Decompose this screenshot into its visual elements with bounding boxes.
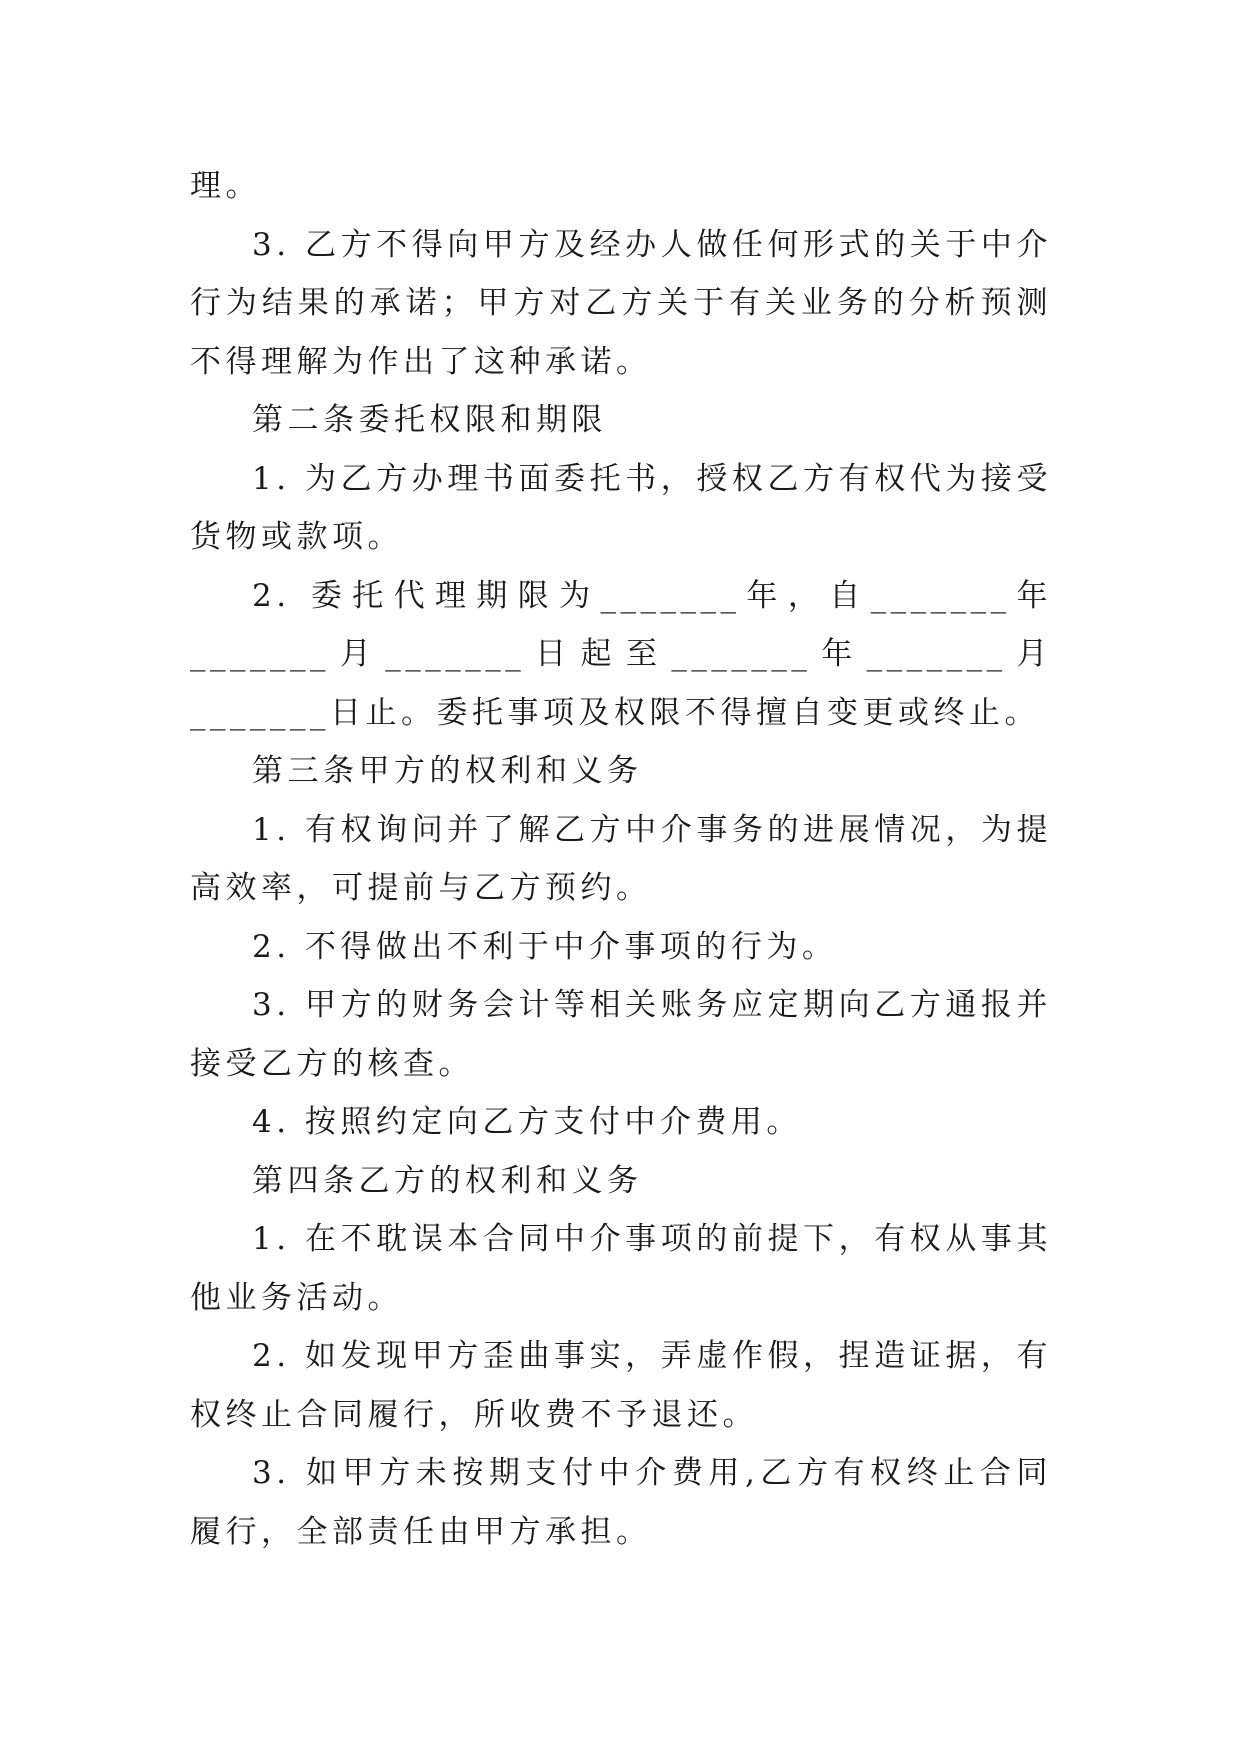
paragraph-clause-3-4: 4. 按照约定向乙方支付中介费用。 <box>252 1104 802 1140</box>
paragraph-clause-4-2: 2. 如发现甲方歪曲事实，弄虚作假，捏造证据，有权终止合同履行，所收费不予退还。 <box>190 1338 1052 1433</box>
paragraph-clause-4-3: 3. 如甲方未按期支付中介费用,乙方有权终止合同履行，全部责任由甲方承担。 <box>190 1455 1052 1550</box>
paragraph-clause-3-1: 1. 有权询问并了解乙方中介事务的进展情况，为提高效率，可提前与乙方预约。 <box>190 811 1052 906</box>
paragraph-clause-2-2: 2. 委托代理期限为_______年，自_______年_______月_______日起至_______年_______月_______日止。委托事项及权限不得擅自变更或终止。 <box>190 577 1052 731</box>
paragraph-clause-4-1: 1. 在不耽误本合同中介事项的前提下，有权从事其他业务活动。 <box>190 1221 1052 1316</box>
section-heading-article-2: 第二条委托权限和期限 <box>252 402 607 438</box>
section-heading-article-4: 第四条乙方的权利和义务 <box>252 1162 643 1199</box>
document-body <box>190 157 1052 1561</box>
paragraph-clause-3-2: 2. 不得做出不利于中介事项的行为。 <box>252 928 838 965</box>
paragraph-clause-2-1: 1. 为乙方办理书面委托书，授权乙方有权代为接受货物或款项。 <box>190 460 1052 555</box>
section-heading-article-3: 第三条甲方的权利和义务 <box>252 753 643 789</box>
paragraph-clause-1-3: 3. 乙方不得向甲方及经办人做任何形式的关于中介行为结果的承诺；甲方对乙方关于有关业务的分析预测不得理解为作出了这种承诺。 <box>190 226 1052 380</box>
paragraph-clause-3-3: 3. 甲方的财务会计等相关账务应定期向乙方通报并接受乙方的核查。 <box>190 987 1052 1082</box>
document-page <box>190 0 1052 1754</box>
paragraph-continuation: 理。 <box>190 168 261 204</box>
